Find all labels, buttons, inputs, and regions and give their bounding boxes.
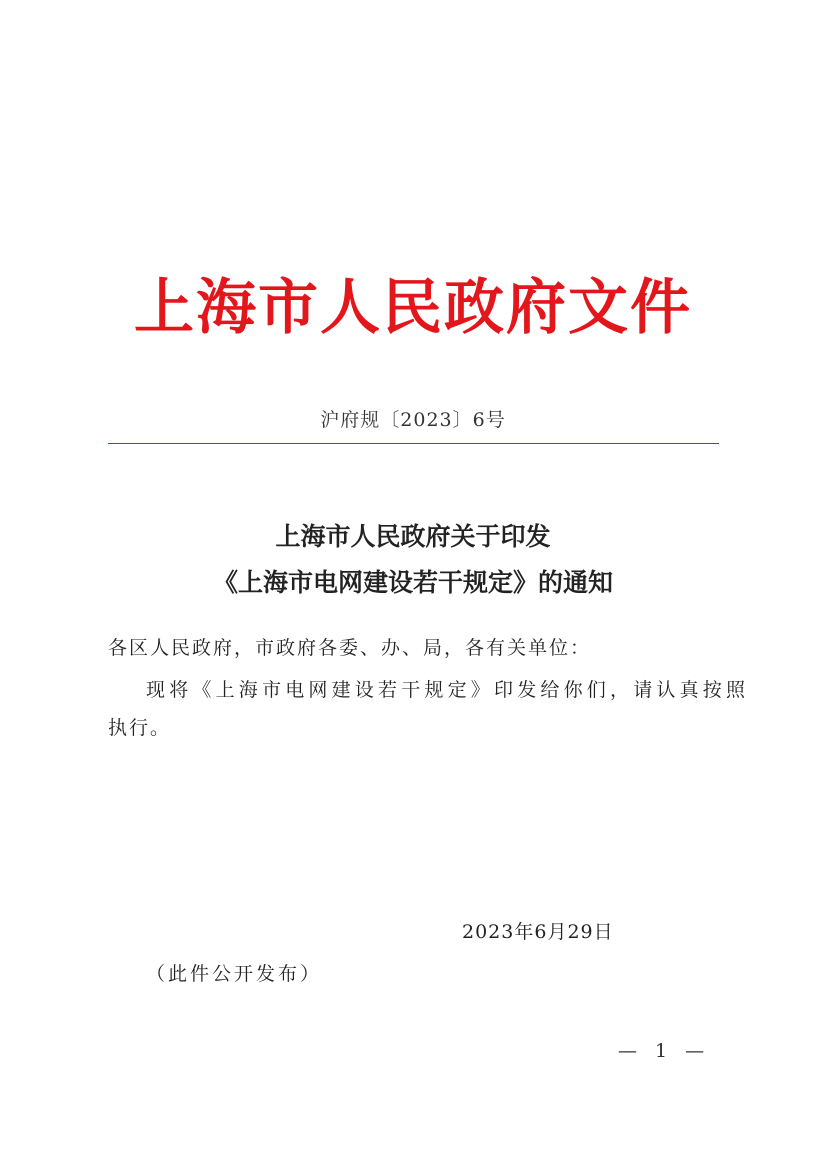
issue-date: 2023年6月29日 (462, 921, 614, 943)
document-title-line-1: 上海市人民政府关于印发 (275, 522, 551, 551)
body-paragraph-line-1: 现将《上海市电网建设若干规定》印发给你们，请认真按照 (146, 679, 750, 701)
salutation: 各区人民政府，市政府各委、办、局，各有关单位： (108, 637, 592, 659)
red-separator-line (108, 443, 719, 444)
document-title-line-2: 《上海市电网建设若干规定》的通知 (212, 568, 613, 597)
document-number: 沪府规〔2023〕6号 (320, 409, 506, 431)
publication-note: （此件公开发布） (146, 963, 323, 985)
body-paragraph-line-2: 执行。 (108, 717, 172, 739)
page-number: — 1 — (618, 1040, 711, 1062)
document-masthead: 上海市人民政府文件 (134, 273, 692, 343)
